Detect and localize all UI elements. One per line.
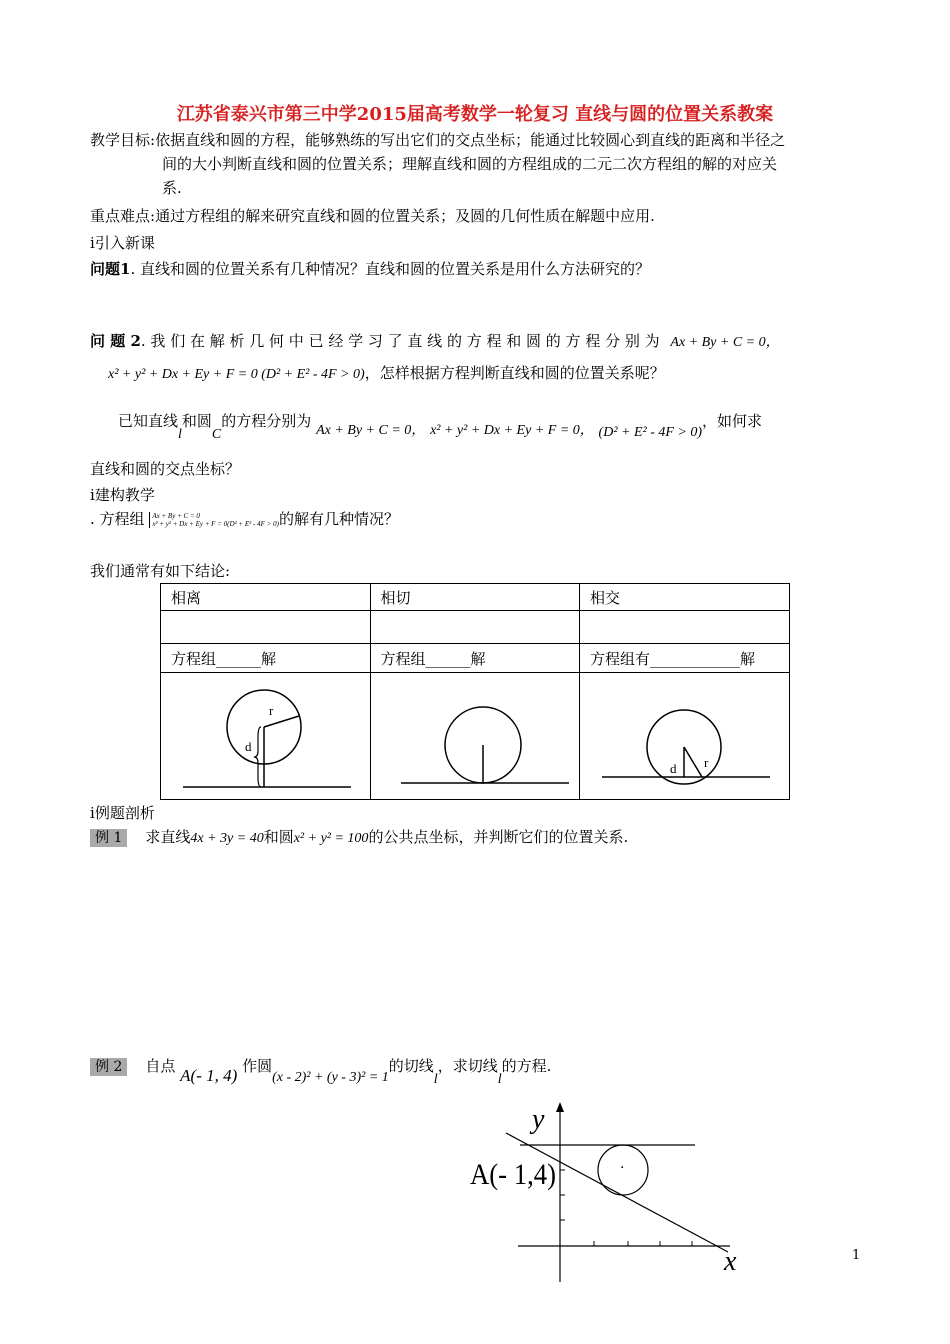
example-1: 例 1 求直线4x + 3y = 40和圆x² + y² = 100的公共点坐标，并判断它们的位置关系. [90,826,628,847]
key-points: 重点难点:通过方程组的解来研究直线和圆的位置关系；及圆的几何性质在解题中应用. [90,207,655,225]
example-2-tag: 例 2 [90,1058,127,1076]
figure-tangent [371,673,581,799]
objectives: 教学目标:依据直线和圆的方程，能够熟练的写出它们的交点坐标；能通过比较圆心到直线的距离和半径之 间的大小判断直线和圆的位置关系；理解直线和圆的方程组成的二元二次方程组的解的对应关 系. [90,131,786,197]
figure-separate [161,673,371,799]
example-2: 例 2 自点 A(- 1, 4) 作圆(x - 2)² + (y - 3)² = 1的切线l，求切线l的方程. [90,1055,551,1076]
svg-text:r: r [704,755,709,770]
section-construct: ⅰ建构教学 [90,486,155,504]
known-statement: 已知直线l和圆C的方程分别为 Ax + By + C = 0， x² + y² + Dx + Ey + F = 0， (D² + E² - 4F > 0)，如何求 [118,412,763,442]
equation-system: Ax + By + C = 0 x² + y² + Dx + Ey + F = 0(D² + E² - 4F > 0) [149,512,279,528]
table-header-separate: 相离 [161,584,371,611]
svg-text:d: d [670,761,677,776]
figure-intersect [580,673,790,799]
page-title: 江苏省泰兴市第三中学2015届高考数学一轮复习 直线与圆的位置关系教案 [176,104,774,125]
distance-label: d [245,739,252,754]
y-axis-label: y [532,1104,545,1135]
figure-separate-cell [161,673,371,800]
table-header-intersect: 相交 [580,584,790,611]
point-a-label: A(- 1,4) [470,1158,556,1191]
table-header-tangent: 相切 [370,584,580,611]
system-question: . 方程组 Ax + By + C = 0 x² + y² + Dx + Ey + F = 0(D² + E² - 4F > 0) 的解有几种情况？ [90,510,399,528]
question-1: 问题1. 直线和圆的位置关系有几种情况？直线和圆的位置关系是用什么方法研究的？ [90,260,650,278]
question-2-cont: x² + y² + Dx + Ey + F = 0 (D² + E² - 4F > 0)，怎样根据方程判断直线和圆的位置关系呢？ [108,364,665,382]
conclusion-text: 我们通常有如下结论: [90,562,231,580]
section-examples: ⅰ例题剖析 [90,804,155,822]
page-number: 1 [852,1248,861,1263]
tangent-graph [460,1100,780,1290]
question-2: 问 题 2. 我 们 在 解 析 几 何 中 已 经 学 习 了 直 线 的 方 程 和 圆 的 方 程 分 别 为 Ax + By + C = 0， [90,332,780,350]
x-axis-label: x [724,1246,737,1277]
radius-label: r [269,703,274,718]
section-intro: ⅰ引入新课 [90,234,155,252]
circle-center-dot: · [620,1160,625,1176]
relation-table: 相离 相切 相交 方程组______解 方程组______解 方程组有____________解 r d r d [160,583,790,800]
objectives-label: 教学目标: [90,131,156,149]
example-1-tag: 例 1 [90,829,127,847]
known-cont: 直线和圆的交点坐标？ [90,460,241,478]
figure-tangent-cell [370,673,580,800]
figure-intersect-cell [580,673,790,800]
